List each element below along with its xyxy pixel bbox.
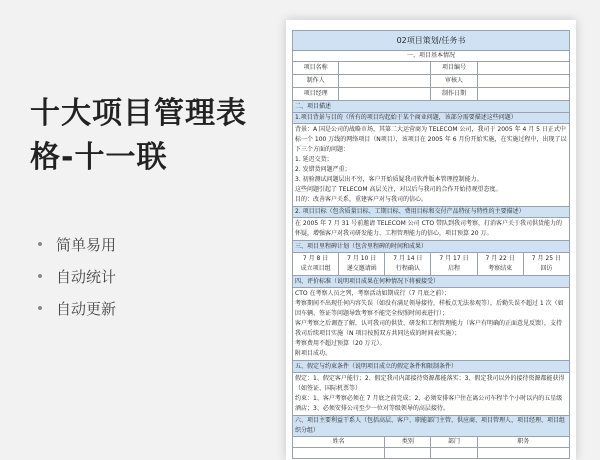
milestone-date: 7 月 25 日: [531, 255, 561, 262]
goal-heading: 2. 项目目标（包含质量目标、工期目标、费用目标和交付产品特征与特性的主要描述）: [293, 207, 570, 218]
value-maker: [339, 75, 431, 88]
text-line: 附项目成功。: [295, 350, 332, 357]
value-project-number: [477, 62, 569, 75]
header-name: 姓名: [293, 437, 385, 448]
text-line: 3. 初验测试问题层出不穷，客户开始质疑我司软件版本管理控制能力。: [295, 176, 483, 183]
bullet-icon: [38, 242, 42, 246]
milestone-name: 成立项目组: [300, 265, 331, 272]
evaluation-text: [293, 288, 570, 361]
value-date: [477, 88, 569, 101]
milestone-name: 考察结束: [488, 265, 513, 272]
text-line: 约束：1、客户考察必须在 7 月底之前完成；2、必须安排客户住在离公司车程半个小时以内的五星级酒店；3、必须安排公司至少一位对等级领导的高层接待。: [295, 395, 563, 412]
section-evaluation: 四、评价标准（说明项目成果在何种情况下将被接受）: [293, 276, 570, 288]
label-date: 制作日期: [431, 88, 477, 101]
feature-label: 自动统计: [56, 267, 117, 286]
milestone-date: 7 月 22 日: [485, 255, 515, 262]
text-line: 背景：A 国是公司的战略市场，其第二大运营商为 TELECOM 公司，我司于 2005 年 4 月 5 日正式中标一个 100 万线的网络项目（N项目），该项目在 2005 年 6 月份开始实施，在实施过程中，出现了以下三个方面的问题：: [295, 126, 567, 153]
header-position: 职务: [477, 437, 569, 448]
milestone-cell: [293, 253, 339, 276]
text-line: 考察费用不超过预算（20 万元）。: [295, 340, 386, 347]
value-project-name: [339, 62, 431, 75]
text-line: 客户考察之后调查了解，认可我司的供货、研发和工程管理能力（客户有明确的正面意见反馈），支持我司后续项目实施（N 项目按照双方共同达成的时间表实施）；: [295, 320, 563, 337]
section-stakeholders: 六、项目主要利益干系人（包括高层、客户、职能部门主管、供应商、项目管理人、项目经理、项目组织分组）: [293, 416, 570, 437]
section-description: 二、项目描述: [293, 101, 570, 113]
label-reviewer: 审核人: [431, 75, 477, 88]
milestone-cell: [385, 253, 431, 276]
milestone-cell: [431, 253, 477, 276]
assumptions-text: [293, 373, 570, 416]
milestone-date: 7 月 8 日: [302, 255, 329, 262]
feature-label: 简单易用: [56, 235, 117, 254]
feature-label: 自动更新: [56, 299, 117, 318]
doc-title: 02项目策划/任务书: [293, 31, 570, 51]
value-reviewer: [477, 75, 569, 88]
text-line: 1. 延迟交货；: [295, 156, 333, 163]
label-project-name: 项目名称: [293, 62, 339, 75]
feature-item: [38, 228, 116, 260]
section-basic-info: 一、项目基本情况: [293, 51, 570, 62]
text-line: 目的：改善客户关系，重建客户对与我司的信心。: [295, 196, 428, 203]
document-preview: [286, 20, 576, 460]
label-manager: 项目经理: [293, 88, 339, 101]
value-manager: [339, 88, 431, 101]
label-maker: 制作人: [293, 75, 339, 88]
section-milestones: 三、项目里程碑计划（包含里程碑的时间和成果）: [293, 241, 570, 253]
bullet-icon: [38, 274, 42, 278]
milestone-name: 启程: [447, 265, 460, 272]
text-line: 这些问题引起了 TELECOM 高层关注，对以后与我司的合作开始持观望态度。: [295, 186, 502, 193]
milestone-cell: [339, 253, 385, 276]
bullet-icon: [38, 306, 42, 310]
milestone-date: 7 月 14 日: [393, 255, 423, 262]
text-line: CTO 在考察人员之列，考察活动如期成行（7 月底之前）；: [295, 290, 451, 297]
text-line: 在 2005 年 7 月 31 号前邀请 TELECOM 公司 CTO 带队到我司考察，打消客户关于我司供货能力的怀疑，增强客户对我司研发能力、工程管理能力的信心，项目预算 20 万。: [295, 220, 563, 237]
feature-item: [38, 292, 116, 324]
milestone-cell: [477, 253, 523, 276]
milestone-date: 7 月 10 日: [347, 255, 377, 262]
goal-text: [293, 218, 570, 241]
header-department: 部门: [431, 437, 477, 448]
milestone-name: 递交邀请函: [346, 265, 377, 272]
task-table: [292, 30, 570, 459]
section-assumptions: 五、假定与约束条件（说明项目成立的假定条件和限制条件）: [293, 361, 570, 373]
milestone-date: 7 月 17 日: [439, 255, 469, 262]
text-line: 考察期间不出现任何内容失误（如没有满足领导接待，样板点无法参观等），后勤失误不超过 1 次（如因车辆、签证等问题导致考察不能完全按照时间表进行）；: [295, 300, 564, 317]
feature-list: [38, 228, 116, 324]
feature-item: [38, 260, 116, 292]
milestone-name: 行程确认: [395, 265, 420, 272]
promo-title: 十大项目管理表格-十一联: [30, 96, 247, 175]
header-category: 类别: [385, 437, 431, 448]
text-line: 假定：1、假定客户能行；2、假定我司内部接待资源都能落实；3、假定我司以外的接待资源都能获得（如签证、国际机票等）: [295, 375, 565, 392]
background-text: [293, 124, 570, 207]
milestone-cell: [523, 253, 569, 276]
text-line: 2. 发错货问题严重；: [295, 166, 351, 173]
label-project-number: 项目编号: [431, 62, 477, 75]
milestone-name: 回访: [540, 265, 553, 272]
background-heading: 1.项目背景与目的（所有的项目均起始于某个商业问题，该部分需要描述这些问题）: [293, 113, 570, 124]
